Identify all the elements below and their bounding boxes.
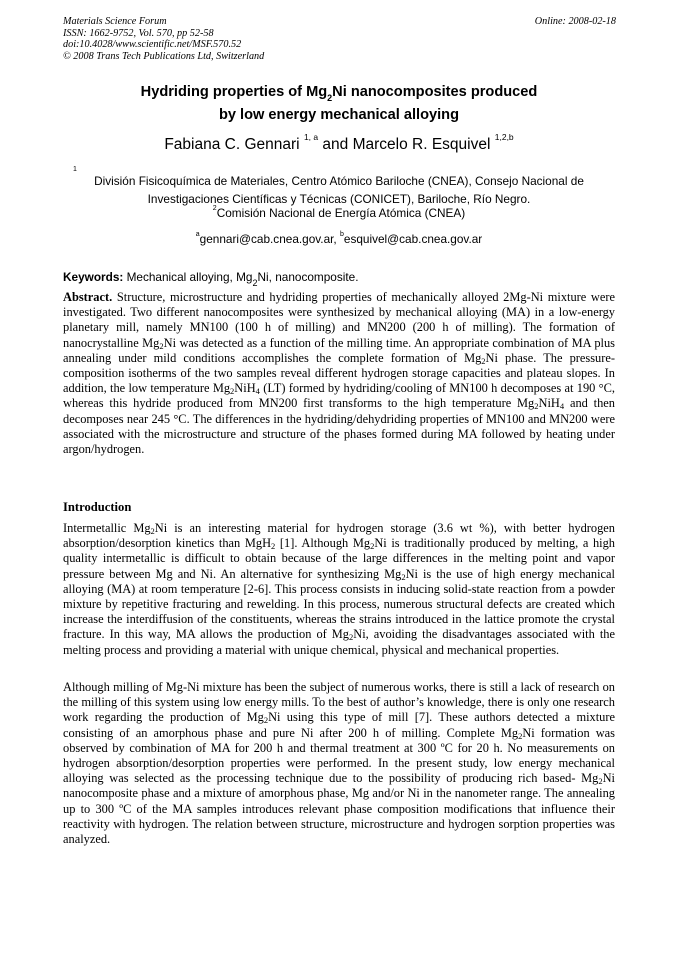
doi-line: doi:10.4028/www.scientific.net/MSF.570.52	[63, 39, 242, 51]
title-part: Hydriding properties of Mg	[140, 84, 328, 100]
paragraph-text: Ni using this type of mill [7]. These authors detected a mixture consisting of an amorphous phase and pure Ni after 200 h of milling. Complete Mg	[63, 710, 615, 740]
abstract-text: (LT) formed by hydriding/cooling of MN100 h decomposes at 190 °C, whereas this hydride produced from MN200 first transforms to the high temperature Mg	[63, 381, 615, 411]
journal-name: Materials Science Forum	[63, 16, 167, 27]
author-2: and Marcelo R. Esquivel	[318, 136, 491, 153]
title-line-1	[63, 81, 615, 104]
paragraph-text: Ni is traditionally produced by melting, a high quality intermetallic is difficult to obtain because of the large differences in the melting point and vapor pressure between Mg and Ni. An alternative for synthesizing Mg	[63, 536, 615, 581]
affiliation-1-line-1: División Fisicoquímica de Materiales, Centro Atómico Bariloche (CNEA), Consejo Nacional de	[94, 174, 584, 188]
author-1: Fabiana C. Gennari	[164, 136, 300, 153]
affiliation-1	[63, 163, 615, 208]
affiliation-2-text: Comisión Nacional de Energía Atómica (CNEA)	[216, 206, 466, 220]
introduction-paragraph-1	[63, 521, 615, 658]
affiliation-2	[63, 204, 615, 222]
email-a: gennari@cab.cnea.gov.ar,	[199, 232, 340, 246]
keywords-text: Ni, nanocomposite.	[257, 270, 359, 284]
keywords-subscript: 2	[252, 278, 258, 288]
abstract-text: and then decomposes near 245 °C. The differences in the hydriding/dehydriding properties of MN100 and MN200 were associated with the microstructure and structure of the phases formed during MA followed by heating under argon/hydrogen.	[63, 396, 616, 457]
title-part: Ni nanocomposites produced	[332, 84, 538, 100]
affiliation-1-line-2: Investigaciones Científicas y Técnicas (CONICET), Bariloche, Río Negro.	[147, 192, 531, 206]
subscript: 2	[534, 401, 539, 412]
author-2-affiliation: 1,2,b	[494, 132, 514, 142]
subscript: 2	[271, 541, 276, 552]
paragraph-text: Ni formation was observed by combination of MA for 200 h and thermal treatment at 300 ºC for 20 h. No measurements on hydrogen absorption/desorption properties were performed. In the present study, low energy mechanical alloying was selected as the processing technique due to the possibility of producing rich based- Mg	[63, 725, 615, 786]
section-heading-introduction: Introduction	[63, 500, 132, 514]
author-emails	[63, 230, 615, 248]
paper-title	[63, 81, 615, 127]
subscript: 2	[401, 571, 406, 582]
subscript: 2	[150, 526, 155, 536]
subscript: 2	[370, 541, 375, 552]
email-b: esquivel@cab.cnea.gov.ar	[343, 232, 483, 246]
subscript: 2	[481, 355, 486, 366]
title-subscript: 2	[327, 93, 333, 103]
abstract-label: Abstract.	[63, 290, 113, 304]
copyright-line: © 2008 Trans Tech Publications Ltd, Switzerland	[63, 50, 265, 62]
paragraph-text: Ni, avoiding the disadvantages associated with the melting process and providing a material with unique chemical, physical and mechanical properties.	[63, 627, 615, 657]
abstract-text: Ni phase. The pressure-composition isotherms of the two samples reveal different hydrogen storage capacities and plateau slopes. In addition, the low temperature Mg	[63, 350, 615, 396]
abstract-text: NiH	[538, 396, 560, 411]
email-a-marker: a	[195, 231, 200, 238]
subscript: 2	[159, 340, 164, 351]
abstract	[63, 290, 615, 457]
keywords	[63, 268, 615, 286]
subscript: 2	[263, 715, 269, 726]
affiliation-2-marker: 2	[212, 205, 217, 212]
author-1-affiliation: 1, a	[303, 132, 319, 142]
subscript: 2	[230, 386, 235, 397]
subscript: 2	[598, 776, 603, 787]
paragraph-text: Although milling of Mg-Ni mixture has been the subject of numerous works, there is still a lack of research on the milling of this system using low energy mills. To the best of author’s knowledge, there is only one research work regarding the production of Mg	[63, 680, 615, 725]
subscript: 2	[518, 730, 523, 741]
keywords-label: Keywords:	[63, 270, 124, 284]
title-line-2: by low energy mechanical alloying	[218, 107, 460, 123]
paragraph-text: Ni is an interesting material for hydrogen storage (3.6 wt %), with better hydrogen absorption/desorption kinetics than MgH	[63, 521, 616, 551]
journal-header	[63, 16, 264, 62]
subscript: 2	[349, 632, 354, 643]
email-b-marker: b	[339, 231, 344, 238]
introduction-paragraph-2	[63, 680, 615, 847]
issn-line: ISSN: 1662-9752, Vol. 570, pp 52-58	[63, 27, 214, 39]
abstract-text: NiH	[234, 381, 256, 396]
abstract-text: Structure, microstructure and hydriding properties of mechanically alloyed 2Mg-Ni mixture were investigated. Two different nanocomposites were synthesized by mechanical alloying (MA) in a low-energy planetary mill, namely MN100 (100 h of milling) and MN200 (200 h of milling). The formation of nanocrystalline Mg	[63, 290, 615, 350]
affiliation-1-marker: 1	[73, 166, 77, 173]
subscript: 4	[255, 386, 260, 397]
keywords-text: Mechanical alloying, Mg	[123, 270, 253, 284]
paragraph-text: [1]. Although Mg	[275, 536, 371, 551]
abstract-text: Ni was detected as a function of the milling time. An appropriate combination of MA plus annealing under mild conditions accomplishes the complete formation of Mg	[63, 335, 615, 365]
online-date: Online: 2008-02-18	[534, 16, 616, 27]
subscript: 4	[559, 401, 565, 412]
paragraph-text: Intermetallic Mg	[63, 521, 151, 535]
paragraph-text: Ni is the use of high energy mechanical alloying (MA) at room temperature [2-6]. This process consists in inducing solid-state reaction from a powder mixture by repetitive fracturing and rewelding. In this process, numerous structural defects are created which increase the interdiffusion of the constituents, whereas the strains introduced in the lattice promote the crystal fracture. In this way, MA allows the production of Mg	[63, 566, 615, 642]
paragraph-text: Ni nanocomposite phase and a mixture of amorphous phase, Mg and/or Ni in the nanometer range. The annealing up to 300 ºC of the MA samples introduces relevant phase composition modifications that influence their reactivity with hydrogen. The relation between structure, microstructure and hydrogen sorption properties was analyzed.	[63, 771, 615, 847]
author-line	[63, 132, 615, 158]
